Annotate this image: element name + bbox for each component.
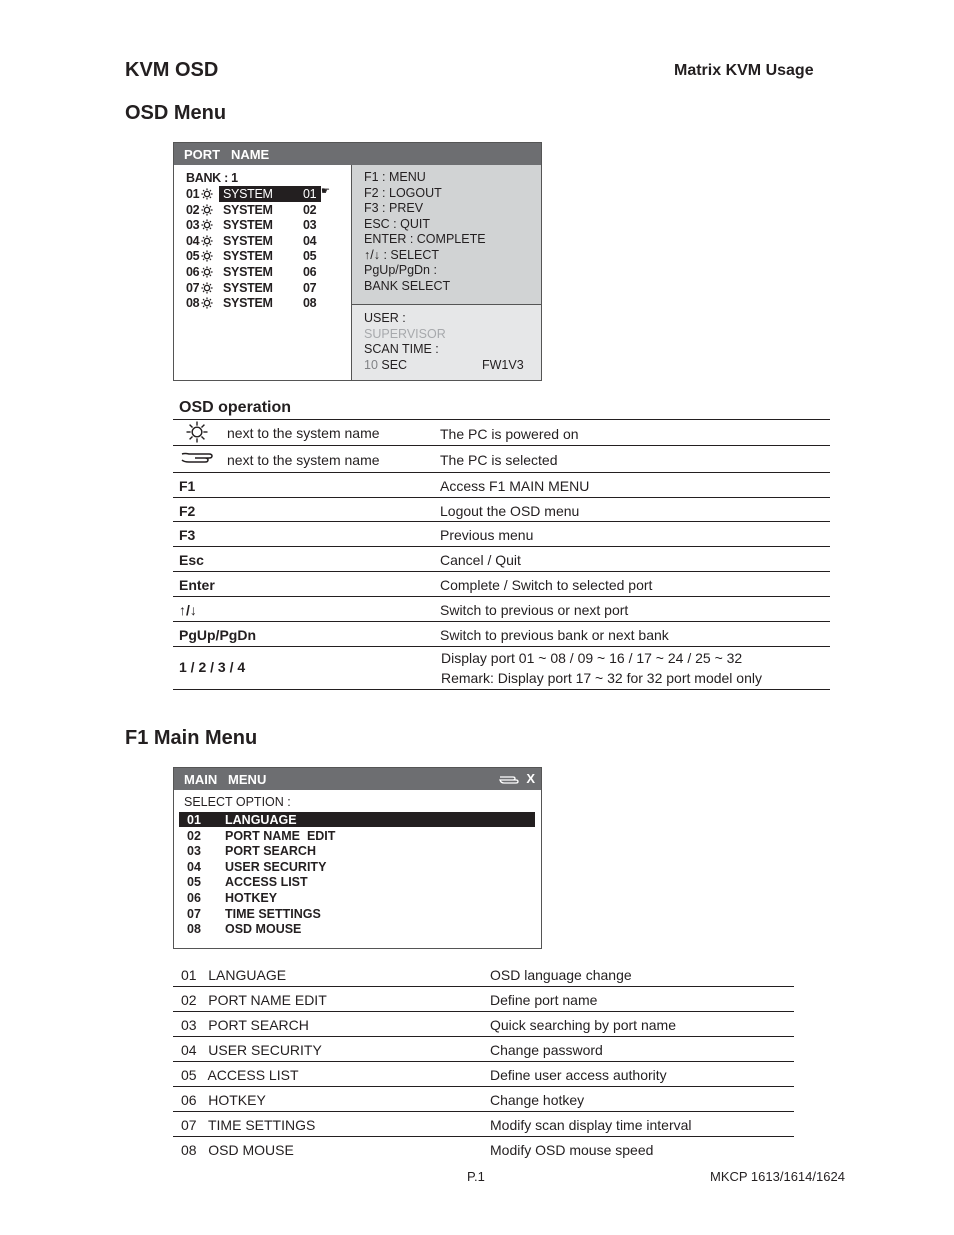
sun-icon: [201, 282, 213, 294]
option-number: 02: [187, 828, 201, 843]
hotkey-line: F3 : PREV: [364, 201, 424, 215]
main-menu-description-row: [173, 1062, 794, 1087]
port-number: 03: [186, 218, 200, 233]
port-id: 08: [303, 296, 317, 311]
operation-row: [173, 547, 830, 572]
port-id: 07: [303, 280, 317, 295]
option-label: LANGUAGE: [225, 813, 297, 827]
menu-item-description: Define port name: [490, 992, 598, 1008]
menu-item-name: 07 TIME SETTINGS: [181, 1117, 316, 1133]
sun-icon: [201, 235, 213, 247]
operation-row: [173, 572, 830, 597]
menu-item-name: 03 PORT SEARCH: [181, 1017, 309, 1033]
hotkey-line: PgUp/PgDn :: [364, 263, 437, 277]
port-id: 06: [303, 265, 317, 279]
main-menu-description-row: [173, 1137, 794, 1162]
page-number: P.1: [467, 1169, 485, 1184]
port-number: 07: [186, 280, 200, 295]
port-id: 04: [303, 233, 317, 248]
option-number: 01: [187, 813, 201, 827]
port-id: 05: [303, 249, 317, 264]
main-menu-option[interactable]: [179, 874, 535, 889]
operation-key: next to the system name: [227, 452, 380, 468]
operation-description: The PC is selected: [440, 452, 558, 468]
port-name: SYSTEM: [223, 280, 273, 295]
sun-icon: [201, 297, 213, 309]
port-id: 02: [303, 202, 317, 217]
port-row[interactable]: [186, 203, 346, 218]
port-row[interactable]: [186, 218, 346, 233]
menu-item-name: 05 ACCESS LIST: [181, 1067, 299, 1083]
sun-icon: [201, 250, 213, 262]
option-label: HOTKEY: [225, 891, 278, 905]
port-number: 02: [186, 202, 200, 217]
port-name: SYSTEM: [223, 265, 273, 279]
port-name: SYSTEM: [223, 296, 273, 311]
port-number: 04: [186, 233, 200, 248]
port-id: 01: [303, 187, 317, 201]
port-number: 06: [186, 265, 200, 279]
menu-item-name: 06 HOTKEY: [181, 1092, 266, 1108]
operation-row: [173, 498, 830, 522]
operation-description: Display port 01 ~ 08 / 09 ~ 16 / 17 ~ 24 / 25 ~ 32: [441, 650, 743, 666]
osd-window-title: PORT NAME: [174, 143, 541, 165]
hotkey-line: BANK SELECT: [364, 278, 451, 293]
hotkey-line: F2 : LOGOUT: [364, 185, 442, 200]
option-number: 04: [187, 859, 201, 874]
operation-row: [173, 647, 830, 690]
port-row[interactable]: [186, 281, 346, 296]
main-menu-option[interactable]: [179, 843, 535, 858]
header-section-label: Matrix KVM Usage: [674, 62, 814, 79]
select-option-label: SELECT OPTION :: [184, 795, 291, 809]
port-name: SYSTEM: [223, 233, 273, 248]
port-row[interactable]: [186, 265, 346, 280]
option-number: 08: [187, 922, 201, 937]
operation-key: next to the system name: [227, 425, 380, 441]
operation-key: F3: [179, 527, 196, 543]
port-row[interactable]: [186, 234, 346, 249]
option-number: 06: [187, 891, 201, 905]
operation-row: [173, 420, 830, 446]
scan-time-label: SCAN TIME :: [364, 342, 439, 356]
port-number: 01: [186, 187, 200, 201]
close-icon[interactable]: X: [526, 771, 535, 786]
main-menu-description-row: [173, 1112, 794, 1137]
sun-icon: [201, 266, 213, 278]
osd-operation-heading: OSD operation: [179, 399, 292, 416]
operation-description: Switch to previous or next port: [440, 602, 629, 618]
main-menu-option[interactable]: [179, 921, 535, 936]
main-menu-option[interactable]: [179, 828, 535, 843]
option-label: USER SECURITY: [225, 859, 327, 874]
menu-item-description: Modify OSD mouse speed: [490, 1142, 654, 1158]
scan-time-number: 10: [364, 358, 378, 372]
operation-key: PgUp/PgDn: [179, 627, 256, 643]
osd-menu-heading: OSD Menu: [125, 102, 227, 124]
main-menu-description-row: [173, 987, 794, 1012]
option-number: 07: [187, 906, 201, 921]
selected-pointer-icon: ☛: [321, 186, 330, 197]
pointing-hand-icon: [181, 451, 215, 465]
scan-time-unit: SEC: [377, 358, 408, 372]
f1-main-menu-heading: F1 Main Menu: [125, 727, 258, 749]
sun-icon: [201, 188, 213, 200]
main-menu-option[interactable]: [179, 859, 535, 874]
bank-label: BANK : 1: [186, 171, 238, 185]
model-number: MKCP 1613/1614/1624: [710, 1169, 845, 1184]
main-menu-title: MAIN MENU: [174, 768, 541, 790]
operation-row: [173, 446, 830, 473]
menu-item-description: Quick searching by port name: [490, 1017, 676, 1033]
operation-key: Esc: [179, 552, 204, 568]
main-menu-description-row: [173, 1012, 794, 1037]
document-title: KVM OSD: [125, 59, 219, 81]
main-menu-window: [173, 767, 542, 949]
sun-icon: [201, 219, 213, 231]
user-value: SUPERVISOR: [364, 327, 446, 341]
port-name: SYSTEM: [223, 218, 273, 233]
user-label: USER :: [364, 311, 406, 325]
scan-time-value: [364, 358, 407, 372]
operation-key: ↑/↓: [179, 602, 197, 618]
sun-icon: [186, 421, 208, 443]
port-number: 05: [186, 249, 200, 264]
menu-item-description: Change hotkey: [490, 1092, 585, 1108]
hotkey-line: ESC : QUIT: [364, 216, 430, 231]
option-label: ACCESS LIST: [225, 875, 308, 890]
operation-description: Access F1 MAIN MENU: [440, 478, 590, 494]
operation-row: [173, 622, 830, 647]
hotkey-line: F1 : MENU: [364, 170, 426, 184]
operation-description: The PC is powered on: [440, 426, 579, 442]
operation-key: 1 / 2 / 3 / 4: [179, 659, 246, 675]
hotkey-line: ↑/↓ : SELECT: [364, 247, 440, 262]
port-row[interactable]: [186, 187, 346, 202]
port-name: SYSTEM: [223, 202, 273, 217]
port-id: 03: [303, 218, 317, 233]
menu-item-description: OSD language change: [490, 967, 632, 983]
operation-row: [173, 473, 830, 498]
hotkey-line: ENTER : COMPLETE: [364, 232, 486, 246]
menu-item-description: Define user access authority: [490, 1067, 667, 1083]
main-menu-title-icons: [499, 771, 535, 786]
menu-item-name: 04 USER SECURITY: [181, 1042, 322, 1058]
operation-description: Cancel / Quit: [440, 552, 521, 568]
menu-item-description: Modify scan display time interval: [490, 1117, 692, 1133]
port-number: 08: [186, 296, 200, 311]
menu-item-name: 01 LANGUAGE: [181, 967, 287, 983]
port-row[interactable]: [186, 296, 346, 311]
menu-item-name: 08 OSD MOUSE: [181, 1142, 294, 1158]
firmware-version: FW1V3: [482, 358, 524, 372]
operation-description: Switch to previous bank or next bank: [440, 627, 669, 643]
operation-row: [173, 597, 830, 622]
operation-description: Logout the OSD menu: [440, 503, 580, 519]
status-panel: [351, 304, 541, 380]
operation-description: Complete / Switch to selected port: [440, 577, 653, 593]
main-menu-option[interactable]: [179, 906, 535, 921]
sun-icon: [201, 204, 213, 216]
option-label: PORT SEARCH: [225, 844, 316, 859]
main-menu-description-row: [173, 962, 794, 987]
operation-key: F1: [179, 478, 196, 494]
port-row[interactable]: [186, 249, 346, 264]
operation-description: Previous menu: [440, 527, 534, 543]
option-number: 05: [187, 875, 201, 890]
option-number: 03: [187, 844, 201, 859]
operation-key: Enter: [179, 577, 215, 593]
option-label: OSD MOUSE: [225, 922, 302, 937]
menu-item-description: Change password: [490, 1042, 603, 1058]
option-label: TIME SETTINGS: [225, 906, 321, 921]
operation-remark: Remark: Display port 17 ~ 32 for 32 port model only: [441, 670, 762, 686]
port-name: SYSTEM: [223, 249, 273, 264]
main-menu-option[interactable]: [179, 812, 535, 827]
pointing-hand-icon: [499, 773, 523, 785]
option-label: PORT NAME EDIT: [225, 828, 336, 843]
osd-port-window: [173, 142, 542, 381]
port-name: SYSTEM: [223, 187, 273, 201]
hotkey-panel: [351, 165, 541, 304]
main-menu-option[interactable]: [179, 890, 535, 905]
main-menu-description-row: [173, 1087, 794, 1112]
main-menu-description-row: [173, 1037, 794, 1062]
menu-item-name: 02 PORT NAME EDIT: [181, 992, 327, 1008]
operation-row: [173, 522, 830, 547]
operation-key: F2: [179, 503, 196, 519]
